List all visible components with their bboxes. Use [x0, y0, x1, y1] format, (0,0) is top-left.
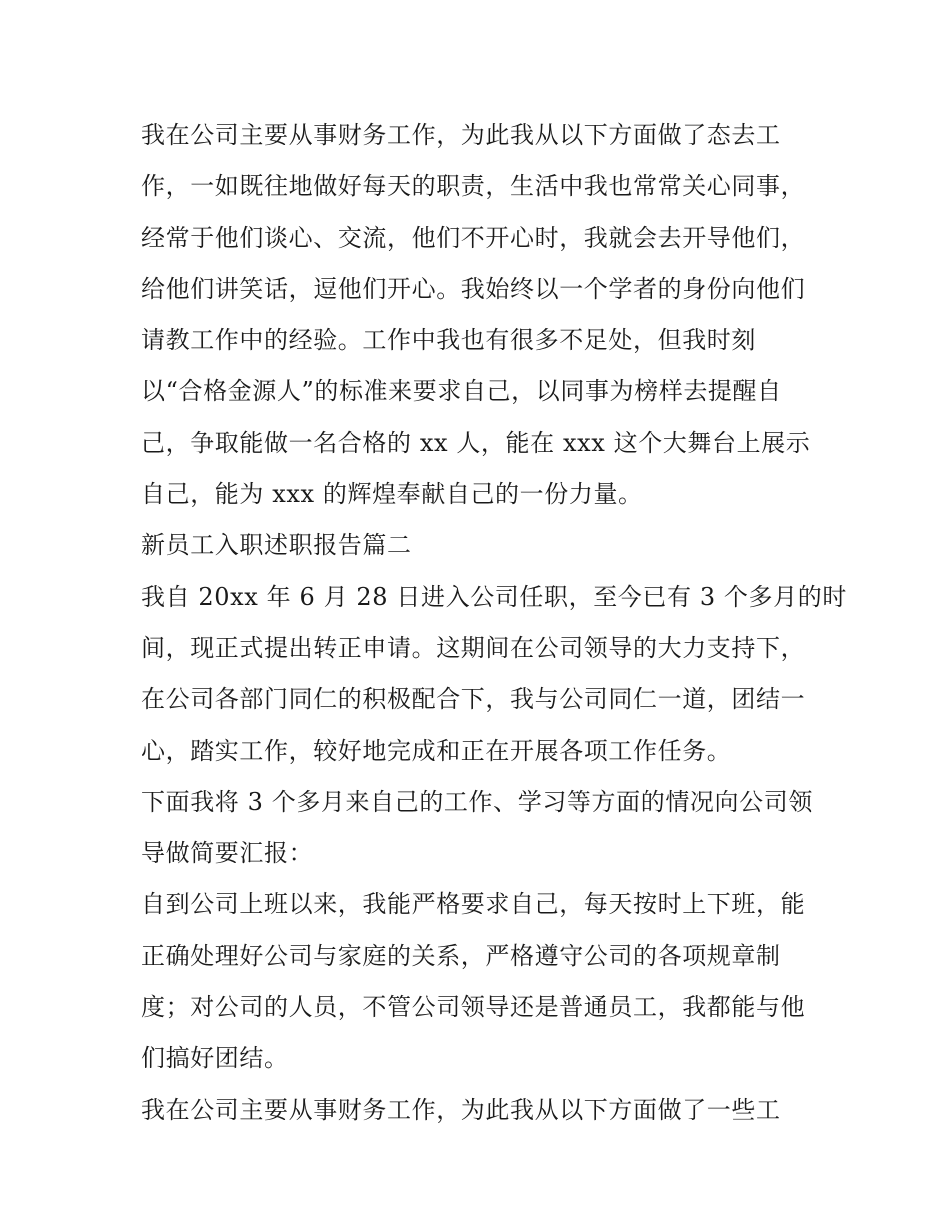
paragraph-line: 经常于他们谈心、交流，他们不开心时，我就会去开导他们，	[141, 223, 806, 252]
paragraph-line: 我在公司主要从事财务工作，为此我从以下方面做了态去工	[141, 121, 781, 149]
paragraph-line: 己，争取能做一名合格的 xx 人，能在 xxx 这个大舞台上展示	[141, 428, 811, 457]
paragraph-line: 们搞好团结。	[141, 1044, 289, 1073]
document-body	[141, 110, 847, 1136]
paragraph-line: 在公司各部门同仁的积极配合下，我与公司同仁一道，团结一	[141, 685, 806, 714]
paragraph-line: 导做简要汇报：	[141, 839, 314, 868]
paragraph-line: 度；对公司的人员，不管公司领导还是普通员工，我都能与他	[141, 993, 806, 1022]
paragraph-line: 正确处理好公司与家庭的关系，严格遵守公司的各项规章制	[141, 941, 781, 970]
paragraph-line: 作，一如既往地做好每天的职责，生活中我也常常关心同事，	[141, 172, 806, 201]
paragraph-line: 自己，能为 xxx 的辉煌奉献自己的一份力量。	[141, 480, 643, 509]
paragraph-line: 心，踏实工作，较好地完成和正在开展各项工作任务。	[141, 736, 732, 765]
paragraph-line: 我自 20xx 年 6 月 28 日进入公司任职，至今已有 3 个多月的时	[141, 582, 847, 611]
paragraph-line: 下面我将 3 个多月来自己的工作、学习等方面的情况向公司领	[141, 787, 813, 816]
paragraph-line: 请教工作中的经验。工作中我也有很多不足处，但我时刻	[141, 326, 756, 355]
paragraph-line: 我在公司主要从事财务工作，为此我从以下方面做了一些工	[141, 1095, 781, 1124]
section-heading: 新员工入职述职报告篇二	[141, 531, 412, 560]
paragraph-line: 以“合格金源人”的标准来要求自己，以同事为榜样去提醒自	[141, 377, 782, 406]
paragraph-line: 间，现正式提出转正申请。这期间在公司领导的大力支持下，	[141, 633, 806, 662]
paragraph-line: 自到公司上班以来，我能严格要求自己，每天按时上下班，能	[141, 890, 806, 919]
paragraph-line: 给他们讲笑话，逗他们开心。我始终以一个学者的身份向他们	[141, 274, 806, 303]
